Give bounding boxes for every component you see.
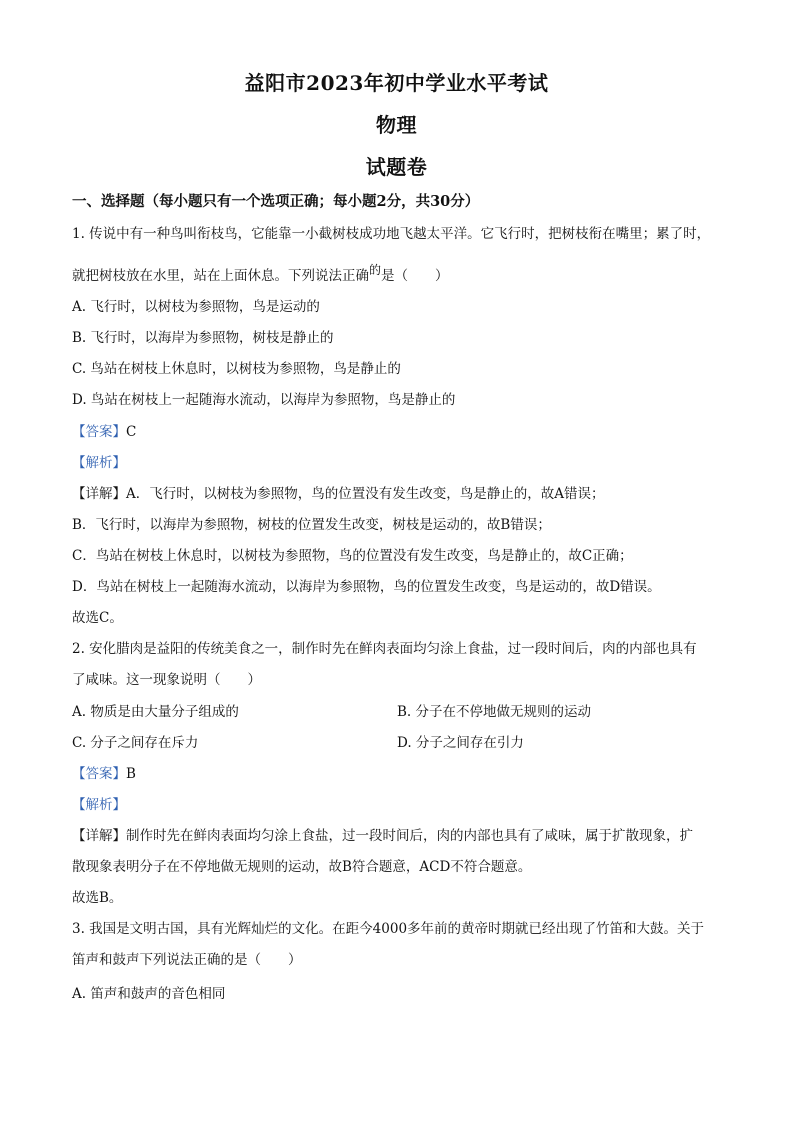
question-2-answer xyxy=(72,765,136,783)
question-2-analysis xyxy=(72,796,126,814)
question-1-option-a: A. 飞行时，以树枝为参照物，鸟是运动的 xyxy=(72,299,320,315)
detail-text: A．飞行时，以树枝为参照物，鸟的位置没有发生改变，鸟是静止的，故A错误； xyxy=(126,486,605,502)
question-2-stem-line-1: 2. 安化腊肉是益阳的传统美食之一，制作时先在鲜肉表面均匀涂上食盐，过一段时间后，肉的内部也具有 xyxy=(72,641,697,657)
exam-title: 益阳市2023年初中学业水平考试 xyxy=(244,71,549,95)
question-1-stem-line-2 xyxy=(72,263,449,285)
subject-title: 物理 xyxy=(376,113,417,137)
question-1-stem-superscript: 的 xyxy=(369,263,382,277)
question-2-stem-line-2: 了咸味。这一现象说明（ ） xyxy=(72,672,261,688)
question-2-detail-line-2: 散现象表明分子在不停地做无规则的运动，故B符合题意，ACD不符合题意。 xyxy=(72,859,532,875)
answer-value: C xyxy=(126,424,137,440)
paper-type-title: 试题卷 xyxy=(365,155,428,179)
question-1-stem-bracket: 是（ ） xyxy=(381,268,449,284)
question-2-option-c: C. 分子之间存在斥力 xyxy=(72,735,199,751)
detail-tag: 【详解】 xyxy=(72,486,126,502)
question-2-option-d: D. 分子之间存在引力 xyxy=(397,735,524,751)
detail-tag: 【详解】 xyxy=(72,828,126,844)
answer-tag: 【答案】 xyxy=(72,766,126,782)
question-1-stem-line-1: 1. 传说中有一种鸟叫衔枝鸟，它能靠一小截树枝成功地飞越太平洋。它飞行时，把树枝衔在嘴里；累了时， xyxy=(72,226,711,242)
question-1-option-c: C. 鸟站在树枝上休息时，以树枝为参照物，鸟是静止的 xyxy=(72,361,401,377)
question-1-detail-line-4: D．鸟站在树枝上一起随海水流动，以海岸为参照物，鸟的位置发生改变，鸟是运动的，故D错误。 xyxy=(72,579,661,595)
detail-text: 制作时先在鲜肉表面均匀涂上食盐，过一段时间后，肉的内部也具有了咸味，属于扩散现象，扩 xyxy=(126,828,693,844)
question-1-analysis xyxy=(72,454,126,472)
question-2-option-a: A. 物质是由大量分子组成的 xyxy=(72,704,239,720)
question-1-detail-line-2: B．飞行时，以海岸为参照物，树枝的位置发生改变，树枝是运动的，故B错误； xyxy=(72,517,551,533)
analysis-tag: 【解析】 xyxy=(72,797,126,813)
question-3-stem-line-1: 3. 我国是文明古国，具有光辉灿烂的文化。在距今4000多年前的黄帝时期就已经出现了竹笛和大鼓。关于 xyxy=(72,921,705,937)
answer-tag: 【答案】 xyxy=(72,424,126,440)
question-2-conclusion: 故选B。 xyxy=(72,890,123,906)
question-1-option-d: D. 鸟站在树枝上一起随海水流动，以海岸为参照物，鸟是静止的 xyxy=(72,392,456,408)
question-2-option-b: B. 分子在不停地做无规则的运动 xyxy=(397,704,592,720)
section-heading: 一、选择题（每小题只有一个选项正确；每小题2分，共30分） xyxy=(72,193,480,210)
question-1-conclusion: 故选C。 xyxy=(72,610,123,626)
question-3-stem-line-2: 笛声和鼓声下列说法正确的是（ ） xyxy=(72,952,302,968)
analysis-tag: 【解析】 xyxy=(72,455,126,471)
question-1-option-b: B. 飞行时，以海岸为参照物，树枝是静止的 xyxy=(72,330,334,346)
question-2-detail-line-1 xyxy=(72,827,693,845)
question-1-answer xyxy=(72,423,136,441)
question-1-detail-line-3: C．鸟站在树枝上休息时，以树枝为参照物，鸟的位置没有发生改变，鸟是静止的，故C正确； xyxy=(72,548,633,564)
question-3-option-a: A. 笛声和鼓声的音色相同 xyxy=(72,986,226,1002)
question-1-detail-line-1 xyxy=(72,485,605,503)
question-1-stem-text: 就把树枝放在水里，站在上面休息。下列说法正确 xyxy=(72,268,369,284)
answer-value: B xyxy=(126,766,136,782)
